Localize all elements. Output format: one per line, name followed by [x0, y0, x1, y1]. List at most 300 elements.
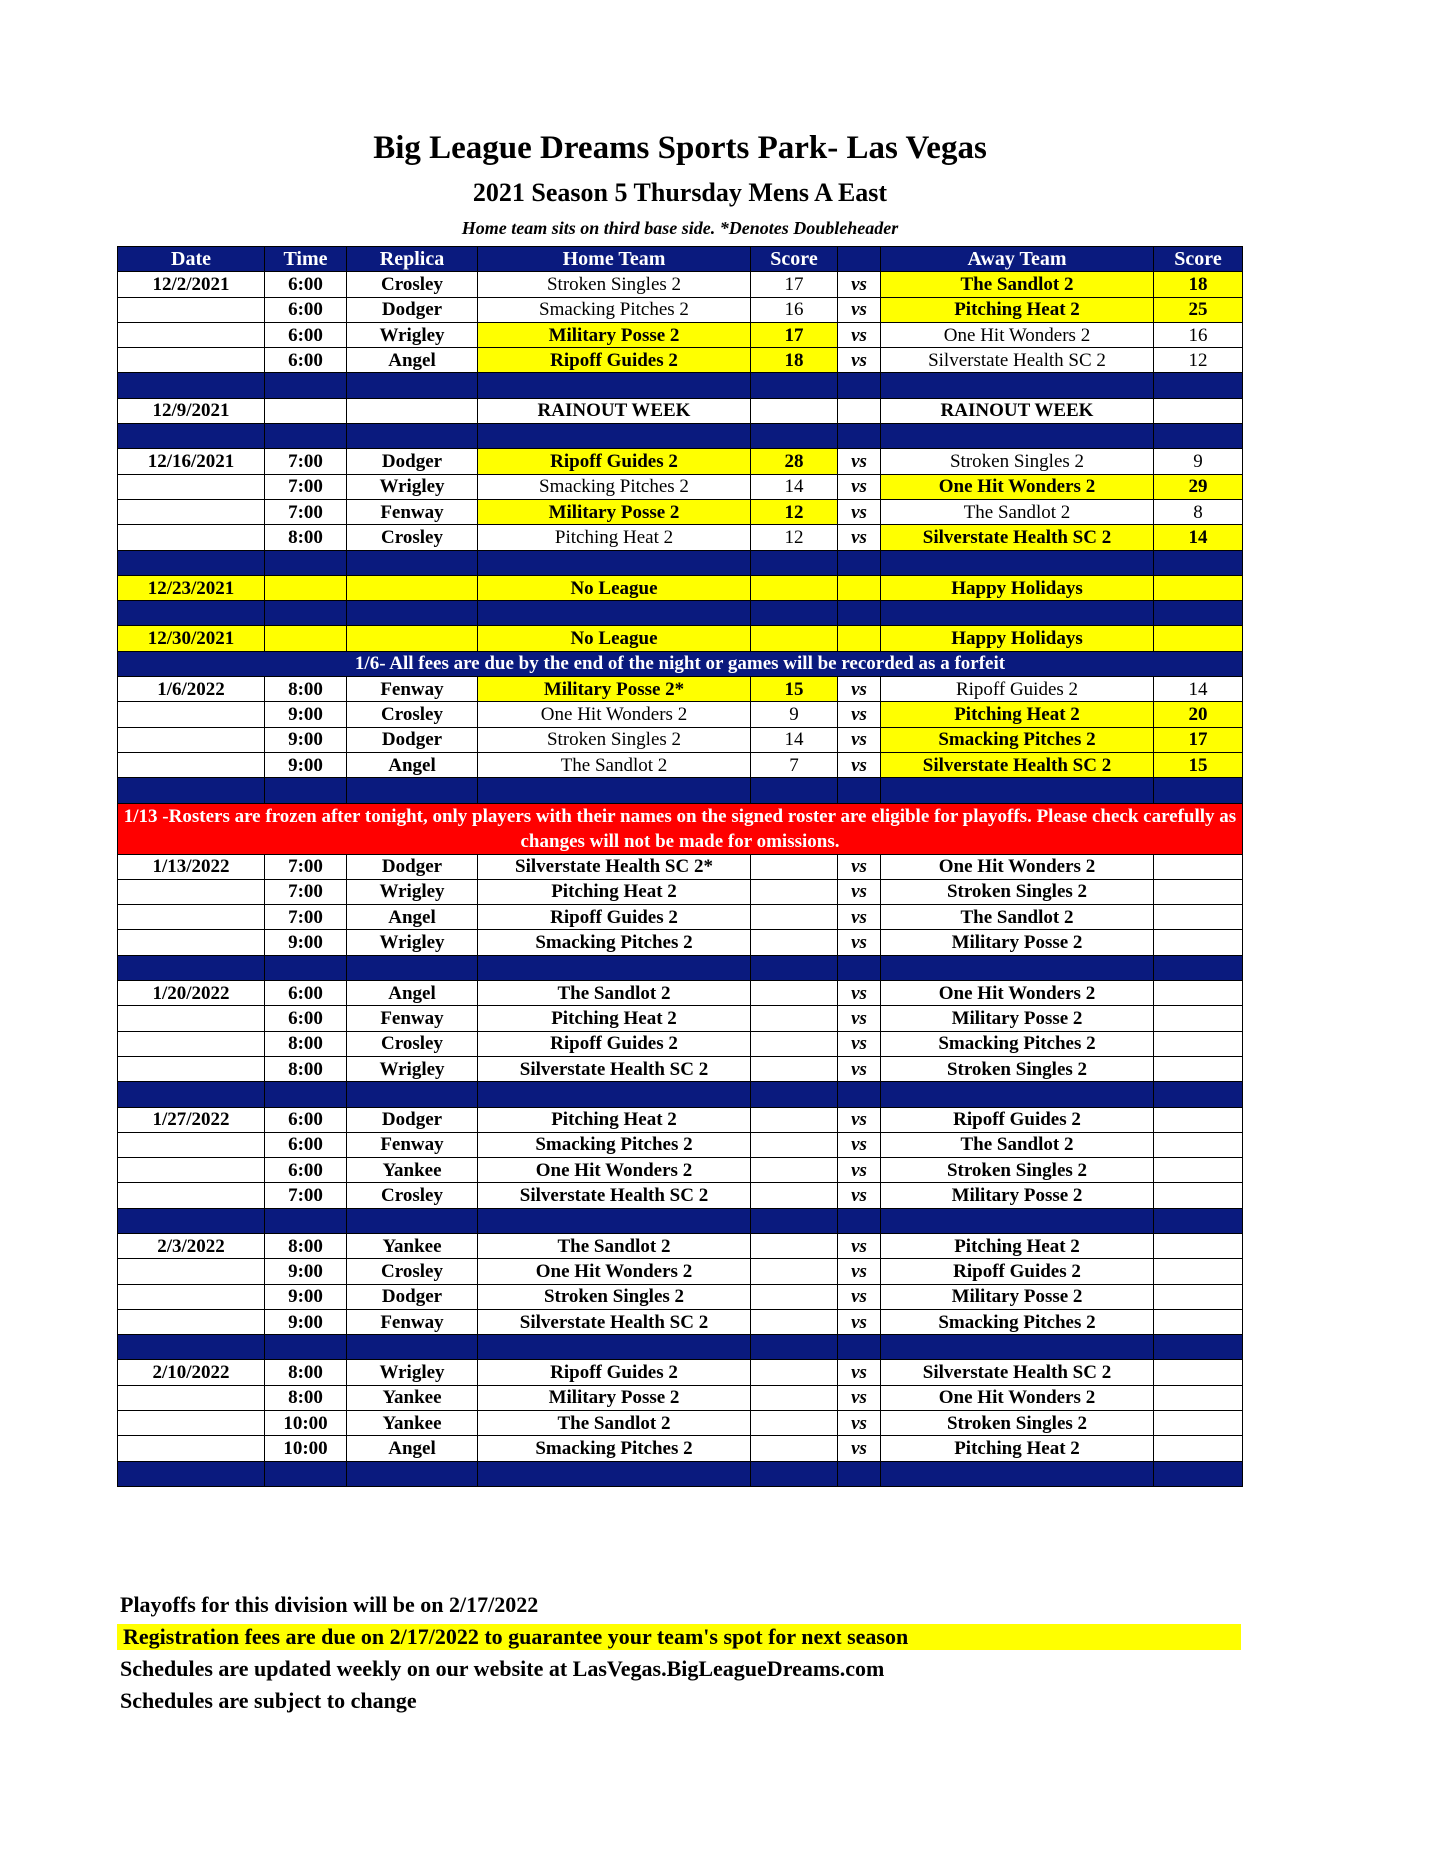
vs-cell: vs — [838, 1411, 881, 1436]
home-score-cell — [751, 1259, 838, 1284]
away-team-cell: Happy Holidays — [881, 575, 1154, 600]
home-score-cell — [751, 1031, 838, 1056]
header-row — [118, 247, 1243, 272]
game-row — [118, 1284, 1243, 1309]
time-cell — [265, 398, 347, 423]
home-team-cell: Pitching Heat 2 — [478, 879, 751, 904]
spacer-cell — [118, 1461, 265, 1486]
spacer-cell — [751, 1208, 838, 1233]
away-score-cell — [1154, 854, 1243, 879]
field-cell: Fenway — [347, 1132, 478, 1157]
spacer-cell — [838, 1335, 881, 1360]
spacer-cell — [751, 955, 838, 980]
time-cell: 8:00 — [265, 1360, 347, 1385]
spacer-cell — [838, 1208, 881, 1233]
away-team-cell: Smacking Pitches 2 — [881, 727, 1154, 752]
spacer-cell — [478, 1208, 751, 1233]
date-cell — [118, 1183, 265, 1208]
date-cell: 12/23/2021 — [118, 575, 265, 600]
game-row — [118, 1056, 1243, 1081]
time-cell: 10:00 — [265, 1411, 347, 1436]
vs-cell: vs — [838, 1385, 881, 1410]
away-score-cell — [1154, 575, 1243, 600]
home-team-cell: Silverstate Health SC 2 — [478, 1056, 751, 1081]
away-score-cell — [1154, 1132, 1243, 1157]
spacer-cell — [751, 1335, 838, 1360]
game-row — [118, 702, 1243, 727]
away-score-cell — [1154, 1259, 1243, 1284]
time-cell — [265, 575, 347, 600]
field-cell: Angel — [347, 348, 478, 373]
time-cell: 9:00 — [265, 1309, 347, 1334]
field-cell — [347, 626, 478, 651]
vs-cell: vs — [838, 525, 881, 550]
home-score-cell — [751, 398, 838, 423]
spacer-cell — [838, 1082, 881, 1107]
spacer-cell — [881, 601, 1154, 626]
away-score-cell: 14 — [1154, 525, 1243, 550]
away-score-cell: 18 — [1154, 272, 1243, 297]
spacer-cell — [347, 955, 478, 980]
date-cell — [118, 348, 265, 373]
spacer-cell — [751, 1461, 838, 1486]
away-team-cell: Stroken Singles 2 — [881, 1158, 1154, 1183]
spacer-cell — [881, 1461, 1154, 1486]
field-cell: Yankee — [347, 1411, 478, 1436]
vs-cell: vs — [838, 449, 881, 474]
playoffs-note: Playoffs for this division will be on 2/17/2022 — [120, 1592, 539, 1617]
field-cell — [347, 398, 478, 423]
time-cell: 8:00 — [265, 1233, 347, 1258]
away-score-cell: 9 — [1154, 449, 1243, 474]
date-cell — [118, 1158, 265, 1183]
game-row — [118, 854, 1243, 879]
away-score-cell — [1154, 1031, 1243, 1056]
game-row — [118, 474, 1243, 499]
home-score-cell — [751, 1360, 838, 1385]
home-team-cell: Pitching Heat 2 — [478, 1107, 751, 1132]
game-row — [118, 322, 1243, 347]
away-score-cell — [1154, 1183, 1243, 1208]
away-score-cell — [1154, 1107, 1243, 1132]
vs-cell: vs — [838, 499, 881, 524]
vs-cell: vs — [838, 1006, 881, 1031]
vs-cell: vs — [838, 1031, 881, 1056]
home-score-cell — [751, 879, 838, 904]
date-cell — [118, 322, 265, 347]
time-cell: 6:00 — [265, 1158, 347, 1183]
spacer-row — [118, 1082, 1243, 1107]
vs-cell: vs — [838, 879, 881, 904]
away-team-cell: One Hit Wonders 2 — [881, 1385, 1154, 1410]
home-score-cell: 18 — [751, 348, 838, 373]
home-team-cell: No League — [478, 575, 751, 600]
home-score-cell — [751, 1006, 838, 1031]
away-team-cell: One Hit Wonders 2 — [881, 474, 1154, 499]
game-row — [118, 727, 1243, 752]
game-row — [118, 1158, 1243, 1183]
time-cell: 8:00 — [265, 1056, 347, 1081]
away-team-cell: Pitching Heat 2 — [881, 297, 1154, 322]
away-team-cell: Ripoff Guides 2 — [881, 1107, 1154, 1132]
spacer-row — [118, 550, 1243, 575]
game-row — [118, 1259, 1243, 1284]
field-cell: Crosley — [347, 1183, 478, 1208]
time-cell: 6:00 — [265, 981, 347, 1006]
game-row — [118, 905, 1243, 930]
away-score-cell — [1154, 1309, 1243, 1334]
vs-cell: vs — [838, 1284, 881, 1309]
away-team-cell: Stroken Singles 2 — [881, 1056, 1154, 1081]
time-cell: 6:00 — [265, 297, 347, 322]
vs-cell: vs — [838, 905, 881, 930]
spacer-cell — [881, 424, 1154, 449]
spacer-cell — [838, 778, 881, 803]
spacer-cell — [881, 1082, 1154, 1107]
date-cell — [118, 879, 265, 904]
spacer-cell — [1154, 1335, 1243, 1360]
date-cell: 12/30/2021 — [118, 626, 265, 651]
away-team-cell: Silverstate Health SC 2 — [881, 752, 1154, 777]
away-team-cell: One Hit Wonders 2 — [881, 322, 1154, 347]
home-score-cell: 7 — [751, 752, 838, 777]
away-score-cell — [1154, 1385, 1243, 1410]
spacer-cell — [265, 424, 347, 449]
spacer-cell — [881, 778, 1154, 803]
home-score-cell: 17 — [751, 322, 838, 347]
home-team-cell: Silverstate Health SC 2 — [478, 1183, 751, 1208]
spacer-cell — [347, 1335, 478, 1360]
vs-cell: vs — [838, 1183, 881, 1208]
away-team-cell: RAINOUT WEEK — [881, 398, 1154, 423]
registration-note: Registration fees are due on 2/17/2022 to guarantee your team's spot for next season — [117, 1624, 1241, 1650]
game-row — [118, 752, 1243, 777]
home-team-cell: Ripoff Guides 2 — [478, 348, 751, 373]
home-team-cell: The Sandlot 2 — [478, 1411, 751, 1436]
home-team-cell: Military Posse 2 — [478, 322, 751, 347]
spacer-cell — [347, 1082, 478, 1107]
home-team-cell: Stroken Singles 2 — [478, 1284, 751, 1309]
spacer-cell — [881, 550, 1154, 575]
home-score-cell — [751, 1309, 838, 1334]
game-row — [118, 1031, 1243, 1056]
away-team-cell: Ripoff Guides 2 — [881, 677, 1154, 702]
home-score-cell — [751, 905, 838, 930]
away-score-cell — [1154, 1158, 1243, 1183]
date-cell: 2/10/2022 — [118, 1360, 265, 1385]
spacer-row — [118, 778, 1243, 803]
time-cell: 9:00 — [265, 1284, 347, 1309]
away-score-cell — [1154, 1411, 1243, 1436]
away-score-cell — [1154, 1006, 1243, 1031]
game-row — [118, 1411, 1243, 1436]
spacer-cell — [838, 955, 881, 980]
game-row — [118, 1132, 1243, 1157]
away-score-cell — [1154, 1233, 1243, 1258]
field-cell: Wrigley — [347, 1056, 478, 1081]
date-cell: 12/2/2021 — [118, 272, 265, 297]
spacer-cell — [1154, 1208, 1243, 1233]
date-cell — [118, 1132, 265, 1157]
field-cell: Crosley — [347, 272, 478, 297]
field-cell: Fenway — [347, 677, 478, 702]
home-score-cell: 17 — [751, 272, 838, 297]
home-team-cell: One Hit Wonders 2 — [478, 1158, 751, 1183]
time-cell: 6:00 — [265, 1006, 347, 1031]
spacer-cell — [265, 778, 347, 803]
field-cell: Fenway — [347, 1006, 478, 1031]
roster-notice: 1/13 -Rosters are frozen after tonight, only players with their names on the signed roster are eligible for playoffs. Please check carefully as changes will not be made for omissions. — [118, 803, 1243, 854]
spacer-cell — [751, 373, 838, 398]
away-team-cell: Stroken Singles 2 — [881, 449, 1154, 474]
home-score-cell: 12 — [751, 525, 838, 550]
away-score-cell — [1154, 398, 1243, 423]
away-team-cell: One Hit Wonders 2 — [881, 854, 1154, 879]
spacer-cell — [478, 1335, 751, 1360]
date-cell: 12/9/2021 — [118, 398, 265, 423]
game-row — [118, 1385, 1243, 1410]
game-row — [118, 348, 1243, 373]
time-cell: 7:00 — [265, 449, 347, 474]
spacer-cell — [265, 955, 347, 980]
time-cell: 9:00 — [265, 1259, 347, 1284]
home-team-cell: Smacking Pitches 2 — [478, 930, 751, 955]
vs-cell: vs — [838, 1436, 881, 1461]
home-team-cell: Smacking Pitches 2 — [478, 1132, 751, 1157]
spacer-cell — [118, 601, 265, 626]
vs-cell: vs — [838, 677, 881, 702]
page-subtitle: 2021 Season 5 Thursday Mens A East — [472, 178, 888, 207]
spacer-cell — [118, 955, 265, 980]
home-team-cell: Military Posse 2 — [478, 499, 751, 524]
spacer-cell — [118, 1208, 265, 1233]
time-cell: 6:00 — [265, 272, 347, 297]
home-score-cell: 9 — [751, 702, 838, 727]
home-team-cell: Ripoff Guides 2 — [478, 1031, 751, 1056]
home-score-cell: 15 — [751, 677, 838, 702]
home-team-cell: Stroken Singles 2 — [478, 727, 751, 752]
spacer-cell — [478, 1082, 751, 1107]
date-cell — [118, 1056, 265, 1081]
away-score-cell — [1154, 981, 1243, 1006]
home-team-cell: Pitching Heat 2 — [478, 525, 751, 550]
home-score-cell: 16 — [751, 297, 838, 322]
time-cell: 6:00 — [265, 322, 347, 347]
home-score-cell — [751, 1056, 838, 1081]
field-cell — [347, 575, 478, 600]
spacer-cell — [751, 601, 838, 626]
away-team-cell: Happy Holidays — [881, 626, 1154, 651]
home-team-cell: The Sandlot 2 — [478, 1233, 751, 1258]
game-row — [118, 1360, 1243, 1385]
field-cell: Fenway — [347, 1309, 478, 1334]
away-score-cell — [1154, 905, 1243, 930]
date-cell — [118, 297, 265, 322]
date-cell — [118, 1385, 265, 1410]
home-team-cell: Smacking Pitches 2 — [478, 474, 751, 499]
col-time: Time — [265, 247, 347, 272]
spacer-cell — [838, 373, 881, 398]
vs-cell: vs — [838, 272, 881, 297]
game-row — [118, 525, 1243, 550]
spacer-cell — [347, 1208, 478, 1233]
spacer-cell — [1154, 373, 1243, 398]
home-score-cell — [751, 854, 838, 879]
away-team-cell: Stroken Singles 2 — [881, 879, 1154, 904]
spacer-cell — [118, 373, 265, 398]
spacer-cell — [1154, 1461, 1243, 1486]
vs-cell: vs — [838, 1132, 881, 1157]
field-cell: Dodger — [347, 727, 478, 752]
fee-banner: 1/6- All fees are due by the end of the night or games will be recorded as a forfeit — [118, 651, 1243, 676]
home-team-cell: One Hit Wonders 2 — [478, 702, 751, 727]
home-score-cell — [751, 1158, 838, 1183]
date-cell — [118, 1411, 265, 1436]
away-team-cell: Silverstate Health SC 2 — [881, 525, 1154, 550]
away-score-cell: 12 — [1154, 348, 1243, 373]
game-row — [118, 1107, 1243, 1132]
away-score-cell — [1154, 879, 1243, 904]
spacer-row — [118, 373, 1243, 398]
field-cell: Angel — [347, 905, 478, 930]
home-score-cell — [751, 930, 838, 955]
spacer-cell — [751, 424, 838, 449]
field-cell: Crosley — [347, 1259, 478, 1284]
away-score-cell: 15 — [1154, 752, 1243, 777]
home-score-cell — [751, 1411, 838, 1436]
spacer-cell — [478, 778, 751, 803]
spacer-cell — [265, 1082, 347, 1107]
vs-cell: vs — [838, 854, 881, 879]
field-cell: Angel — [347, 981, 478, 1006]
home-team-cell: The Sandlot 2 — [478, 752, 751, 777]
spacer-cell — [347, 1461, 478, 1486]
home-team-cell: One Hit Wonders 2 — [478, 1259, 751, 1284]
spacer-row — [118, 424, 1243, 449]
home-team-cell: Pitching Heat 2 — [478, 1006, 751, 1031]
home-score-cell: 12 — [751, 499, 838, 524]
time-cell: 8:00 — [265, 677, 347, 702]
home-score-cell: 28 — [751, 449, 838, 474]
spacer-cell — [881, 1335, 1154, 1360]
field-cell: Dodger — [347, 1284, 478, 1309]
fee-banner-row — [118, 651, 1243, 676]
away-score-cell — [1154, 626, 1243, 651]
date-cell: 1/13/2022 — [118, 854, 265, 879]
time-cell: 9:00 — [265, 702, 347, 727]
field-cell: Yankee — [347, 1385, 478, 1410]
spacer-cell — [881, 373, 1154, 398]
vs-cell — [838, 575, 881, 600]
field-cell: Dodger — [347, 297, 478, 322]
home-score-cell: 14 — [751, 474, 838, 499]
home-team-cell: No League — [478, 626, 751, 651]
home-score-cell: 14 — [751, 727, 838, 752]
spacer-cell — [347, 550, 478, 575]
away-score-cell — [1154, 1056, 1243, 1081]
field-cell: Angel — [347, 1436, 478, 1461]
time-cell: 7:00 — [265, 905, 347, 930]
field-cell: Crosley — [347, 1031, 478, 1056]
time-cell: 9:00 — [265, 930, 347, 955]
vs-cell: vs — [838, 702, 881, 727]
time-cell: 6:00 — [265, 1132, 347, 1157]
roster-notice-row — [118, 803, 1243, 854]
away-score-cell: 17 — [1154, 727, 1243, 752]
website-note: Schedules are updated weekly on our website at LasVegas.BigLeagueDreams.com — [120, 1656, 885, 1681]
vs-cell: vs — [838, 1056, 881, 1081]
date-cell — [118, 474, 265, 499]
page-note: Home team sits on third base side. *Denotes Doubleheader — [461, 218, 899, 238]
time-cell: 8:00 — [265, 1385, 347, 1410]
home-score-cell — [751, 1284, 838, 1309]
vs-cell: vs — [838, 348, 881, 373]
away-team-cell: Silverstate Health SC 2 — [881, 348, 1154, 373]
game-row — [118, 272, 1243, 297]
away-team-cell: The Sandlot 2 — [881, 272, 1154, 297]
away-score-cell: 14 — [1154, 677, 1243, 702]
date-cell — [118, 752, 265, 777]
vs-cell: vs — [838, 1259, 881, 1284]
time-cell: 7:00 — [265, 1183, 347, 1208]
spacer-cell — [1154, 778, 1243, 803]
spacer-cell — [478, 601, 751, 626]
field-cell: Wrigley — [347, 474, 478, 499]
time-cell: 6:00 — [265, 1107, 347, 1132]
home-team-cell: Ripoff Guides 2 — [478, 449, 751, 474]
field-cell: Dodger — [347, 449, 478, 474]
spacer-cell — [265, 1461, 347, 1486]
home-team-cell: Smacking Pitches 2 — [478, 1436, 751, 1461]
spacer-cell — [838, 550, 881, 575]
away-score-cell: 8 — [1154, 499, 1243, 524]
away-team-cell: Military Posse 2 — [881, 1284, 1154, 1309]
away-score-cell — [1154, 930, 1243, 955]
schedule-table — [117, 246, 1243, 1487]
date-cell — [118, 702, 265, 727]
vs-cell — [838, 626, 881, 651]
date-cell — [118, 499, 265, 524]
home-score-cell — [751, 1385, 838, 1410]
spacer-cell — [1154, 550, 1243, 575]
home-team-cell: Smacking Pitches 2 — [478, 297, 751, 322]
time-cell: 10:00 — [265, 1436, 347, 1461]
vs-cell: vs — [838, 752, 881, 777]
spacer-cell — [1154, 601, 1243, 626]
spacer-cell — [118, 1335, 265, 1360]
spacer-cell — [347, 424, 478, 449]
spacer-cell — [118, 1082, 265, 1107]
field-cell: Dodger — [347, 1107, 478, 1132]
home-team-cell: Silverstate Health SC 2 — [478, 1309, 751, 1334]
away-score-cell: 25 — [1154, 297, 1243, 322]
spacer-cell — [838, 424, 881, 449]
change-note: Schedules are subject to change — [120, 1688, 417, 1713]
spacer-cell — [838, 601, 881, 626]
home-score-cell — [751, 1233, 838, 1258]
time-cell: 8:00 — [265, 1031, 347, 1056]
field-cell: Wrigley — [347, 930, 478, 955]
away-team-cell: Pitching Heat 2 — [881, 1233, 1154, 1258]
spacer-cell — [265, 1208, 347, 1233]
time-cell: 7:00 — [265, 474, 347, 499]
spacer-cell — [1154, 955, 1243, 980]
time-cell: 9:00 — [265, 752, 347, 777]
date-cell — [118, 1006, 265, 1031]
spacer-cell — [478, 955, 751, 980]
home-score-cell — [751, 1132, 838, 1157]
spacer-cell — [118, 550, 265, 575]
